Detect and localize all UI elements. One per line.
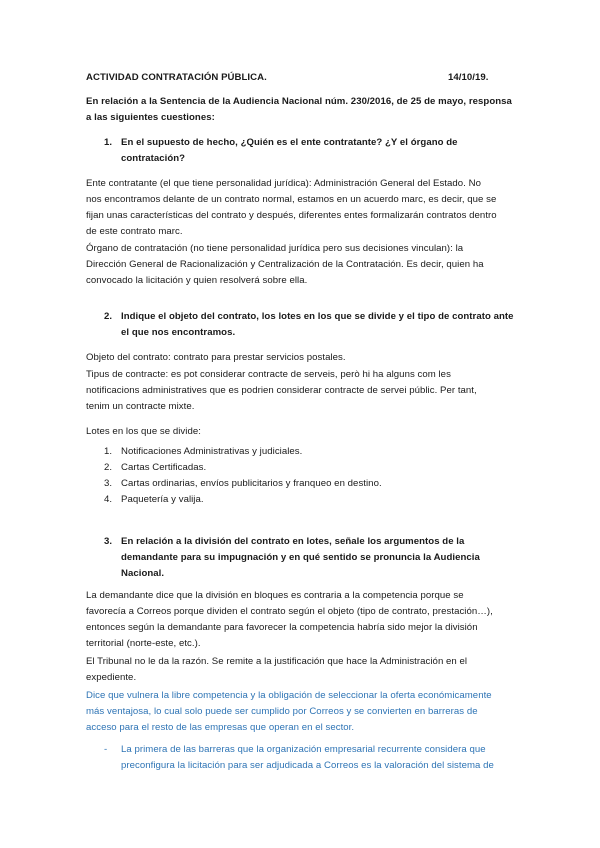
bullet-mark: - xyxy=(104,744,108,755)
document-title: ACTIVIDAD CONTRATACIÓN PÚBLICA. xyxy=(86,72,267,83)
answer-3-p2-line-1: El Tribunal no le da la razón. Se remite a la justificación que hace la Administración en el xyxy=(86,656,468,667)
answer-3-p1-line-1: La demandante dice que la división en bloques es contraria a la competencia porque se xyxy=(86,590,464,601)
question-1-line-2: contratación? xyxy=(121,153,186,164)
intro-line-2: a las siguientes cuestiones: xyxy=(86,112,215,123)
lote-number: 2. xyxy=(104,462,113,473)
answer-2-tipus-line-2: notificacions administratives que es podrien considerar contracte de servei públic. Per tant, xyxy=(86,385,477,396)
lote-item: Notificaciones Administrativas y judiciales. xyxy=(121,446,303,457)
answer-1-p1-line-4: de este contrato marc. xyxy=(86,226,183,237)
intro-line-1: En relación a la Sentencia de la Audiencia Nacional núm. 230/2016, de 25 de mayo, responsa xyxy=(86,96,512,107)
lote-item: Cartas ordinarias, envíos publicitarios y franqueo en destino. xyxy=(121,478,382,489)
answer-1-p2-line-3: convocado la licitación y quien resolverá sobre ella. xyxy=(86,275,308,286)
lote-item: Paquetería y valija. xyxy=(121,494,204,505)
document-date: 14/10/19. xyxy=(448,72,489,83)
answer-2-tipus-line-1: Tipus de contracte: es pot considerar contracte de serveis, però hi ha alguns com les xyxy=(86,369,451,380)
answer-2-tipus-line-3: tenim un contracte mixte. xyxy=(86,401,195,412)
question-2-line-1: Indique el objeto del contrato, los lotes en los que se divide y el tipo de contrato ante xyxy=(121,311,514,322)
answer-3-p3-line-2: más ventajosa, lo cual solo puede ser cumplido por Correos y se convierten en barreras de xyxy=(86,706,478,717)
answer-2-lotes-label: Lotes en los que se divide: xyxy=(86,426,201,437)
lote-number: 1. xyxy=(104,446,113,457)
question-1-line-1: En el supuesto de hecho, ¿Quién es el ente contratante? ¿Y el órgano de xyxy=(121,137,458,148)
question-2-line-2: el que nos encontramos. xyxy=(121,327,236,338)
answer-3-p3-line-3: acceso para el resto de las empresas que operan en el sector. xyxy=(86,722,355,733)
question-1-number: 1. xyxy=(104,137,113,148)
lote-number: 4. xyxy=(104,494,113,505)
bullet-line-2: preconfigura la licitación para ser adjudicada a Correos es la valoración del sistema de xyxy=(121,760,494,771)
question-3-number: 3. xyxy=(104,536,113,547)
answer-2-objeto: Objeto del contrato: contrato para prestar servicios postales. xyxy=(86,352,346,363)
bullet-line-1: La primera de las barreras que la organización empresarial recurrente considera que xyxy=(121,744,486,755)
answer-3-p3-line-1: Dice que vulnera la libre competencia y la obligación de seleccionar la oferta económicamente xyxy=(86,690,492,701)
answer-3-p2-line-2: expediente. xyxy=(86,672,137,683)
answer-3-p1-line-2: favorecía a Correos porque dividen el contrato según el objeto (tipo de contrato, prestación…), xyxy=(86,606,493,617)
question-2-number: 2. xyxy=(104,311,113,322)
answer-3-p1-line-4: territorial (norte-este, etc.). xyxy=(86,638,201,649)
answer-1-p1-line-1: Ente contratante (el que tiene personalidad jurídica): Administración General del Estado. No xyxy=(86,178,481,189)
answer-1-p2-line-1: Órgano de contratación (no tiene personalidad jurídica pero sus decisiones vinculan): la xyxy=(86,243,464,254)
answer-1-p1-line-2: nos encontramos delante de un contrato normal, estamos en un acuerdo marc, es decir, que se xyxy=(86,194,497,205)
lote-number: 3. xyxy=(104,478,113,489)
lote-item: Cartas Certificadas. xyxy=(121,462,207,473)
answer-1-p1-line-3: fijan unas características del contrato y después, diferentes entes formalizarán contratos dentro xyxy=(86,210,497,221)
answer-1-p2-line-2: Dirección General de Racionalización y Centralización de la Contratación. Es decir, quien ha xyxy=(86,259,484,270)
question-3-line-3: Nacional. xyxy=(121,568,165,579)
question-3-line-2: demandante para su impugnación y en qué sentido se pronuncia la Audiencia xyxy=(121,552,480,563)
answer-3-p1-line-3: entonces según la demandante para favorecer la competencia habría sido mejor la división xyxy=(86,622,478,633)
question-3-line-1: En relación a la división del contrato en lotes, señale los argumentos de la xyxy=(121,536,465,547)
